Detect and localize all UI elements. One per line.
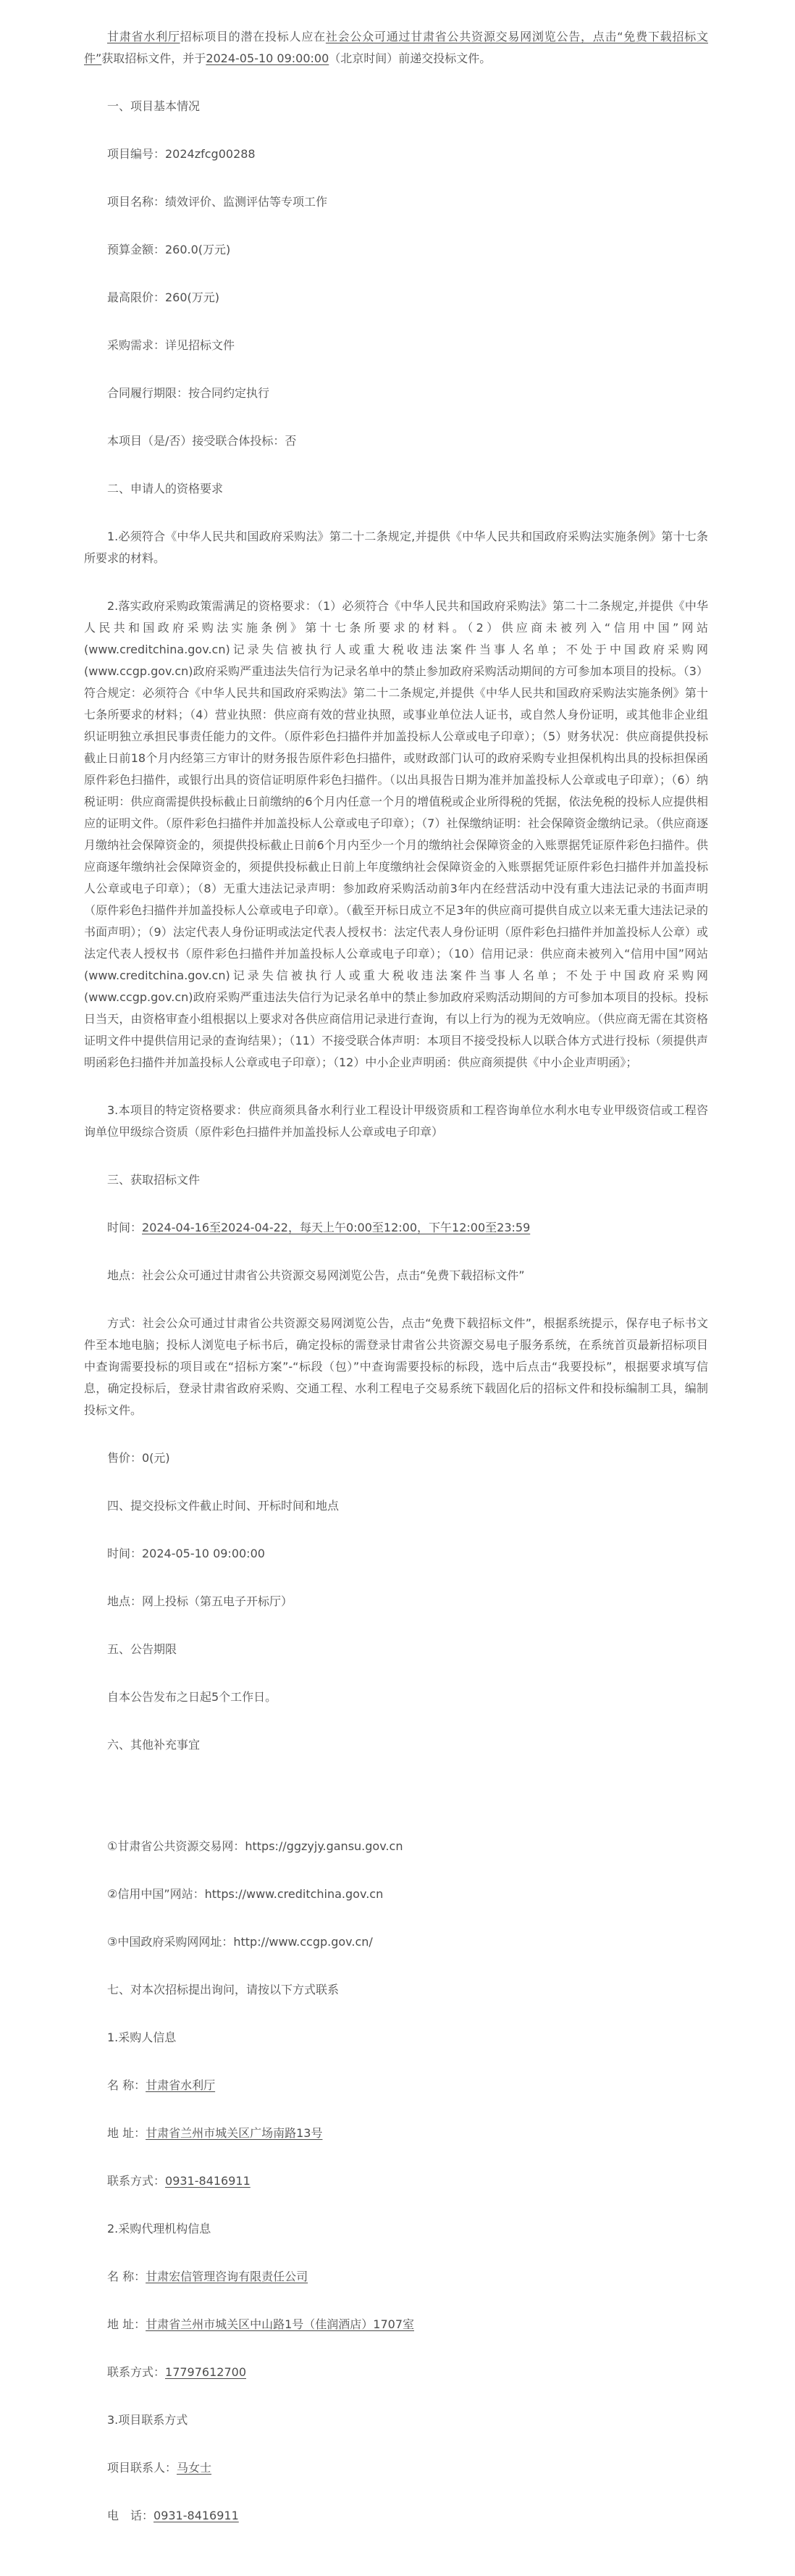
agency-address-label: 地 址： bbox=[107, 2317, 146, 2331]
intro-paragraph bbox=[84, 26, 708, 70]
buyer-address-label: 地 址： bbox=[107, 2126, 146, 2140]
link-creditchina: ②信用中国”网站：https://www.creditchina.gov.cn bbox=[107, 1887, 384, 1901]
obtain-method: 方式：社会公众可通过甘肃省公共资源交易网浏览公告，点击“免费下载招标文件”，根据系统提示，保存电子标书文件至本地电脑；投标人浏览电子标书后，确定投标的需登录甘肃省公共资源交易电子服务系统，在系统首页最新招标项目中查询需要投标的项目或在“招标方案”-“标段（包）”中查询需要投标的标段，选中后点击“我要投标”，根据要求填写信息，确定投标后，登录甘肃省政府采购、交通工程、水利工程电子交易系统下载固化后的招标文件和投标编制工具，编制投标文件。 bbox=[84, 1316, 708, 1417]
buyer-name-label: 名 称： bbox=[107, 2078, 146, 2092]
buyer-phone bbox=[84, 2170, 708, 2192]
project-contact-person bbox=[84, 2457, 708, 2479]
obtain-time bbox=[84, 1217, 708, 1239]
intro-text: （北京时间）前递交投标文件。 bbox=[329, 51, 492, 65]
intro-org: 甘肃省水利厅 bbox=[107, 30, 180, 43]
intro-access-method: 社会公众可通过甘肃省公共资源交易网浏览公告，点击“免费下载招标文件” bbox=[84, 30, 708, 65]
obtain-place: 地点：社会公众可通过甘肃省公共资源交易网浏览公告，点击“免费下载招标文件” bbox=[107, 1268, 525, 1282]
project-contact-value: 马女士 bbox=[177, 2461, 212, 2475]
agency-address-value: 甘肃省兰州市城关区中山路1号（佳润酒店）1707室 bbox=[146, 2317, 414, 2331]
agency-phone-value: 17797612700 bbox=[165, 2365, 246, 2379]
project-number: 项目编号：2024zfcg00288 bbox=[107, 147, 256, 161]
agency-name-label: 名 称： bbox=[107, 2270, 146, 2283]
agency-name bbox=[84, 2266, 708, 2288]
link-ccgp: ③中国政府采购网网址：http://www.ccgp.gov.cn/ bbox=[107, 1935, 373, 1949]
section-heading-contact: 七、对本次招标提出询问，请按以下方式联系 bbox=[107, 1983, 340, 1996]
buyer-name-value: 甘肃省水利厅 bbox=[146, 2078, 216, 2092]
agency-phone-label: 联系方式： bbox=[107, 2365, 166, 2379]
buyer-info-title: 1.采购人信息 bbox=[107, 2031, 177, 2044]
project-contact-phone bbox=[84, 2505, 708, 2527]
intro-text: 招标项目的潜在投标人应在 bbox=[180, 30, 326, 43]
procurement-requirement: 采购需求：详见招标文件 bbox=[107, 338, 235, 352]
buyer-phone-value: 0931-8416911 bbox=[165, 2174, 251, 2188]
notice-period-text: 自本公告发布之日起5个工作日。 bbox=[107, 1690, 277, 1704]
buyer-address bbox=[84, 2123, 708, 2144]
buyer-phone-label: 联系方式： bbox=[107, 2174, 166, 2188]
section-heading-qualifications: 二、申请人的资格要求 bbox=[107, 482, 224, 495]
section-heading-other: 六、其他补充事宜 bbox=[107, 1738, 201, 1752]
contract-period: 合同履行期限：按合同约定执行 bbox=[107, 386, 270, 400]
project-contact-label: 项目联系人： bbox=[107, 2461, 177, 2475]
section-heading-basic-info: 一、项目基本情况 bbox=[107, 99, 201, 113]
obtain-time-label: 时间： bbox=[107, 1221, 143, 1234]
doc-price: 售价：0(元) bbox=[107, 1451, 170, 1465]
buyer-address-value: 甘肃省兰州市城关区广场南路13号 bbox=[146, 2126, 323, 2140]
project-contact-title: 3.项目联系方式 bbox=[107, 2413, 188, 2427]
obtain-time-value: 2024-04-16至2024-04-22，每天上午0:00至12:00，下午12:00至23:59 bbox=[142, 1221, 531, 1234]
project-name: 项目名称：绩效评价、监测评估等专项工作 bbox=[107, 195, 328, 209]
project-phone-value: 0931-8416911 bbox=[153, 2509, 239, 2522]
link-ggzyjy: ①甘肃省公共资源交易网：https://ggzyjy.gansu.gov.cn bbox=[107, 1839, 403, 1853]
agency-phone bbox=[84, 2362, 708, 2383]
consortium-bid: 本项目（是/否）接受联合体投标：否 bbox=[107, 434, 297, 448]
qualification-2: 2.落实政府采购政策需满足的资格要求：（1）必须符合《中华人民共和国政府采购法》第二十二条规定,并提供《中华人民共和国政府采购法实施条例》第十七条所要求的材料。（2）供应商未被列入“信用中国”网站(www.creditchina.gov.cn)记录失信被执行人或重大税收违法案件当事人名单；不处于中国政府采购网(www.ccgp.gov.cn)政府采购严重违法失信行为记录名单中的禁止参加政府采购活动期间的方可参加本项目的投标。（3）符合规定：必须符合《中华人民共和国政府采购法》第二十二条规定,并提供《中华人民共和国政府采购法实施条例》第十七条所要求的材料；（4）营业执照：供应商有效的营业执照，或事业单位法人证书，或自然人身份证明，或其他非企业组织证明独立承担民事责任能力的文件。（原件彩色扫描件并加盖投标人公章或电子印章）；（5）财务状况：供应商提供投标截止日前18个月内经第三方审计的财务报告原件彩色扫描件，或财政部门认可的政府采购专业担保机构出具的投标担保函原件彩色扫描件，或银行出具的资信证明原件彩色扫描件。（以出具报告日期为准并加盖投标人公章或电子印章）；（6）纳税证明：供应商需提供投标截止日前缴纳的6个月内任意一个月的增值税或企业所得税的凭据，依法免税的投标人应提供相应的证明文件。（原件彩色扫描件并加盖投标人公章或电子印章）；（7）社保缴纳证明：社会保障资金缴纳记录。（供应商逐月缴纳社会保障资金的，须提供投标截止日前6个月内至少一个月的缴纳社会保障资金的入账票据凭证原件彩色扫描件。供应商逐年缴纳社会保障资金的，须提供投标截止日前上年度缴纳社会保障资金的入账票据凭证原件彩色扫描件并加盖投标人公章或电子印章）；（8）无重大违法记录声明：参加政府采购活动前3年内在经营活动中没有重大违法记录的书面声明（原件彩色扫描件并加盖投标人公章或电子印章）。（截至开标日成立不足3年的供应商可提供自成立以来无重大违法记录的书面声明）；（9）法定代表人身份证明或法定代表人授权书：法定代表人身份证明（原件彩色扫描件并加盖投标人公章）或法定代表人授权书（原件彩色扫描件并加盖投标人公章或电子印章）；（10）信用记录：供应商未被列入“信用中国”网站(www.creditchina.gov.cn)记录失信被执行人或重大税收违法案件当事人名单；不处于中国政府采购网(www.ccgp.gov.cn)政府采购严重违法失信行为记录名单中的禁止参加政府采购活动期间的方可参加本项目的投标。投标日当天，由资格审查小组根据以上要求对各供应商信用记录进行查询，有以上行为的视为无效响应。（供应商无需在其资格证明文件中提供信用记录的查询结果）；（11）不接受联合体声明：本项目不接受投标人以联合体方式进行投标（须提供声明函彩色扫描件并加盖投标人公章或电子印章）；（12）中小企业声明函：供应商须提供《中小企业声明函》； bbox=[84, 599, 708, 1069]
agency-address bbox=[84, 2314, 708, 2335]
agency-info-title: 2.采购代理机构信息 bbox=[107, 2222, 211, 2236]
buyer-name bbox=[84, 2075, 708, 2096]
section-heading-obtain-docs: 三、获取招标文件 bbox=[107, 1173, 201, 1187]
intro-text: 获取招标文件，并于 bbox=[101, 51, 206, 65]
deadline-time: 时间：2024-05-10 09:00:00 bbox=[107, 1547, 265, 1560]
project-phone-label: 电 话： bbox=[107, 2509, 154, 2522]
section-heading-notice-period: 五、公告期限 bbox=[107, 1642, 177, 1656]
qualification-3: 3.本项目的特定资格要求：供应商须具备水利行业工程设计甲级资质和工程咨询单位水利水电专业甲级资信或工程咨询单位甲级综合资质（原件彩色扫描件并加盖投标人公章或电子印章） bbox=[84, 1103, 708, 1139]
agency-name-value: 甘肃宏信管理咨询有限责任公司 bbox=[146, 2270, 308, 2283]
budget-amount: 预算金额：260.0(万元) bbox=[107, 243, 231, 256]
intro-deadline: 2024-05-10 09:00:00 bbox=[206, 51, 329, 65]
section-heading-deadline: 四、提交投标文件截止时间、开标时间和地点 bbox=[107, 1499, 340, 1513]
qualification-1: 1.必须符合《中华人民共和国政府采购法》第二十二条规定,并提供《中华人民共和国政府采购法实施条例》第十七条所要求的材料。 bbox=[84, 530, 708, 565]
max-price: 最高限价：260(万元) bbox=[107, 290, 220, 304]
deadline-place: 地点：网上投标（第五电子开标厅） bbox=[107, 1594, 293, 1608]
